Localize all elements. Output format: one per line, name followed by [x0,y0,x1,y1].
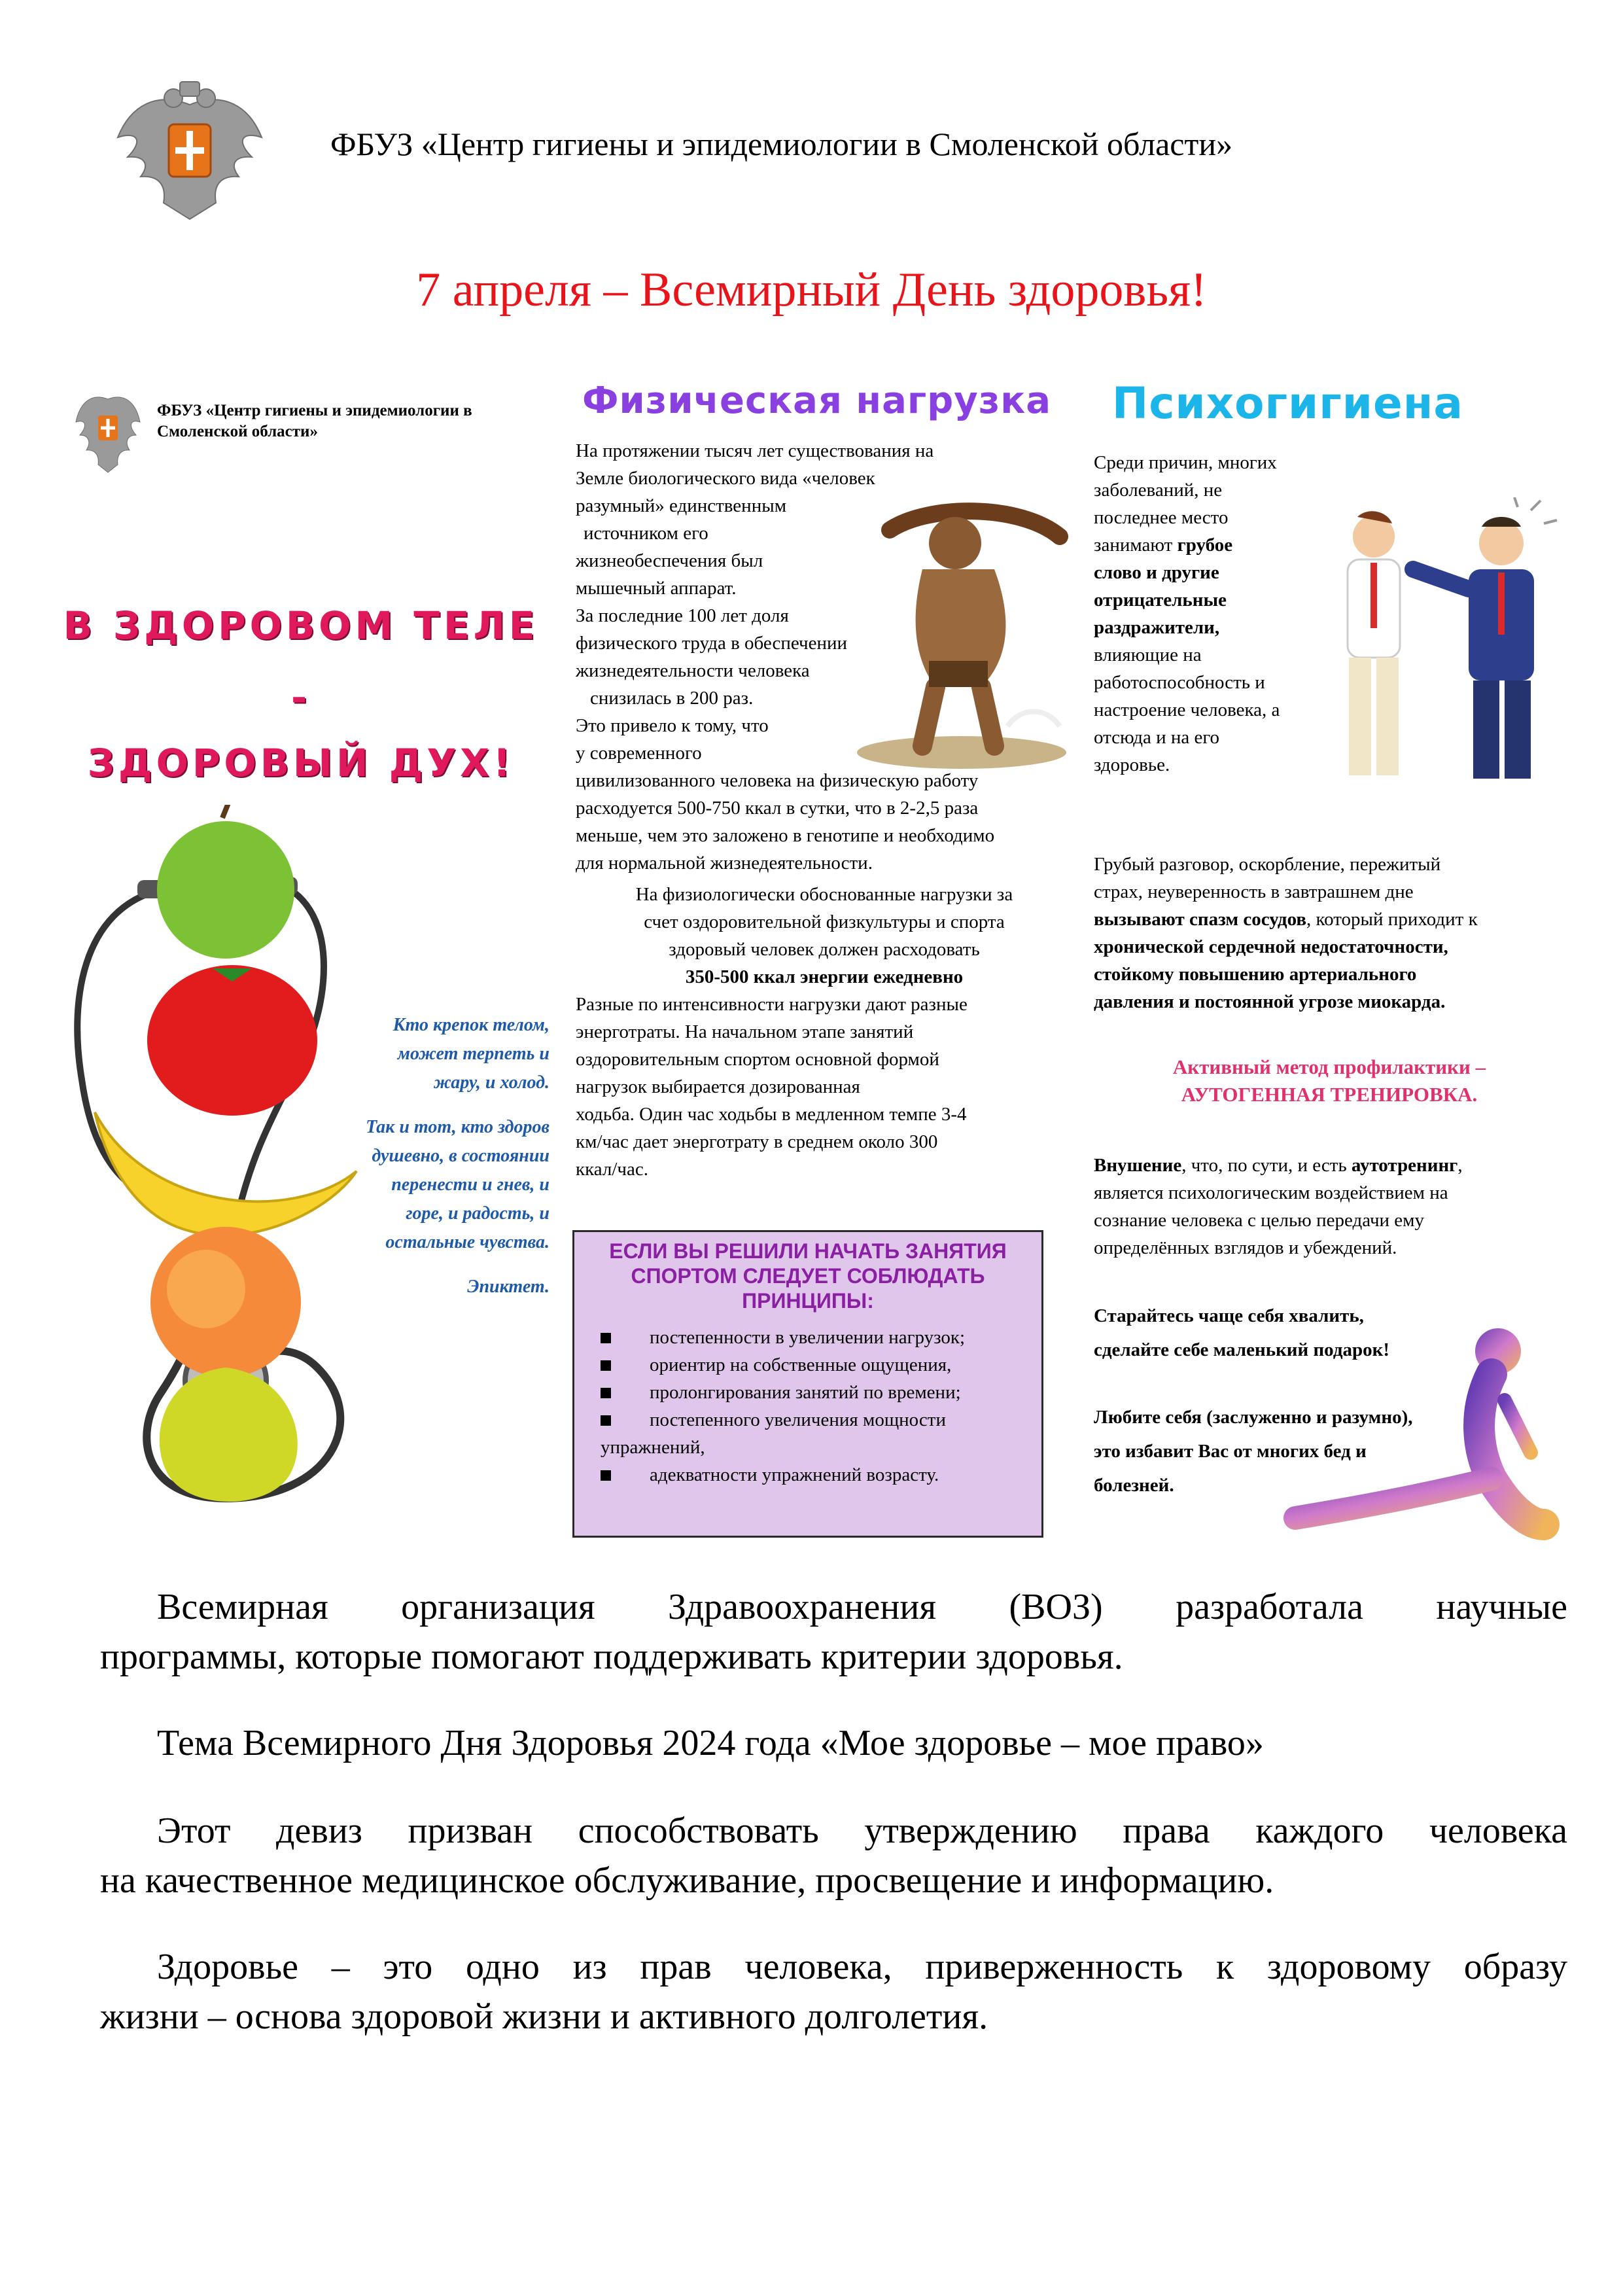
text-line: сознание человека с целью передачи ему [1094,1210,1425,1231]
text-line: км/час дает энерготрату в среднем около 300 [576,1131,938,1152]
slogan-line2: - [290,675,311,720]
text-line: влияющие на [1094,645,1202,665]
text-line [1094,531,1329,559]
yoga-woman-icon [1256,1322,1570,1544]
poster-organization-line2: Смоленской области» [157,423,318,440]
text-line: настроение человека, а [1094,699,1280,720]
body-paragraph-4 [100,1942,1567,2041]
text-line: цивилизованного человека на физическую работу [576,770,979,791]
text-line: физического труда в обеспечении [576,633,848,654]
text-line: Земле биологического вида «человек [576,468,875,489]
text-line: Старайтесь чаще себя хвалить, [1094,1305,1364,1326]
principles-title [574,1239,1041,1313]
text-line: является психологическим воздействием на [1094,1182,1448,1203]
text-line [1094,1152,1565,1179]
quote-author: Эпиктет. [467,1277,550,1297]
principles-box [572,1230,1043,1538]
text-line: слово и другие [1094,562,1219,583]
text-line: это избавит Вас от многих бед и [1094,1441,1367,1462]
text-line: Этот девиз призван способствовать утверждению права каждого человека [157,1810,1567,1851]
text-line: жизнедеятельности человека [576,660,810,681]
bold-span: аутотренинг [1351,1155,1458,1176]
text-line: АУТОГЕННАЯ ТРЕНИРОВКА. [1181,1083,1478,1106]
text-line: работоспособность и [1094,672,1265,693]
bold-span: Внушение [1094,1155,1182,1176]
text-line: меньше, чем это заложено в генотипе и необходимо [576,825,995,846]
text-line: программы, которые помогают поддерживать критерии здоровья. [100,1636,1123,1677]
small-emblem-icon [72,386,144,478]
peach-icon [150,1227,301,1377]
quote-line: может терпеть и [397,1044,550,1064]
arguing-men-icon [1321,497,1563,785]
text-line: Среди причин, многих [1094,452,1277,473]
suggestion-text [1094,1152,1565,1262]
quote-line: Кто крепок телом, [393,1015,550,1035]
body-paragraph-3 [100,1806,1567,1905]
daily-kcal: 350-500 ккал энергии ежедневно [685,966,964,987]
text-line: Это привело к тому, что [576,715,769,736]
text-line: Любите себя (заслуженно и разумно), [1094,1407,1413,1428]
tomato-icon [147,965,317,1116]
text-line [1094,906,1565,933]
bullet-icon [601,1470,611,1481]
list-item [601,1434,1032,1461]
quote-line: жару, и холод. [433,1072,550,1093]
quote-line: перенести и гнев, и [391,1174,550,1195]
text-line: хронической сердечной недостаточности, [1094,936,1448,957]
physical-center-block [576,881,1073,991]
slogan-line1: В ЗДОРОВОМ ТЕЛЕ [63,603,539,648]
page-title: 7 апреля – Всемирный День здоровья! [416,263,1207,317]
text-line: снизилась в 200 раз. [590,688,754,709]
text-line: На протяжении тысяч лет существования на [576,440,934,461]
text-line: жизнеобеспечения был [576,550,763,571]
slogan-line3: ЗДОРОВЫЙ ДУХ! [87,741,515,785]
list-item-text: пролонгирования занятий по времени; [650,1382,961,1403]
quote-line: горе, и радость, и [406,1203,550,1224]
text-line: разумный» единственным [576,495,787,516]
list-item [601,1461,1032,1489]
rospotrebnadzor-emblem-icon [105,79,275,229]
text-span: , который приходит к [1306,909,1478,930]
text-line: За последние 100 лет доля [576,605,789,626]
text-line: расходуется 500-750 ккал в сутки, что в 2-2,5 раза [576,798,979,819]
text-line: давления и постоянной угрозе миокарда. [1094,991,1446,1012]
text-line: стойкому повышению артериального [1094,964,1417,985]
poster-organization-line1: ФБУЗ «Центр гигиены и эпидемиологии в [157,402,472,419]
principles-title-line: СПОРТОМ СЛЕДУЕТ СОБЛЮДАТЬ [631,1264,985,1288]
physical-heading: Физическая нагрузка [582,380,1052,422]
bullet-icon [601,1333,611,1343]
list-item [601,1351,1032,1379]
text-line: сделайте себе маленький подарок! [1094,1339,1390,1360]
list-item-text: адекватности упражнений возрасту. [650,1464,939,1485]
physical-text-wide [576,767,1073,1183]
bullet-icon [601,1415,611,1426]
text-line: ходьба. Один час ходьбы в медленном темпе 3-4 [576,1104,967,1125]
bold-span: вызывают спазм сосудов [1094,909,1307,930]
text-line: заболеваний, не [1094,480,1223,501]
text-line: болезней. [1094,1475,1174,1496]
list-item-text: постепенности в увеличении нагрузок; [650,1327,966,1348]
list-item [601,1406,1032,1434]
active-method [1094,1053,1565,1108]
header-organization: ФБУЗ «Центр гигиены и эпидемиологии в Смоленской области» [330,126,1233,162]
apple-icon [157,805,294,959]
text-line: энерготраты. На начальном этапе занятий [576,1021,914,1042]
poster-organization [157,400,576,442]
text-line: Разные по интенсивности нагрузки дают разные [576,994,968,1015]
body-paragraph-1 [100,1582,1567,1682]
text-line: Здоровье – это одно из прав человека, приверженность к здоровому образу [157,1947,1567,1987]
quote-line: душевно, в состоянии [372,1146,550,1166]
text-line: счет оздоровительной физкультуры и спорта [644,911,1005,932]
text-line: на качественное медицинское обслуживание, просвещение и информацию. [100,1860,1274,1901]
text-span: занимают [1094,535,1173,556]
text-line: Грубый разговор, оскорбление, пережитый [1094,854,1441,875]
list-item-text: упражнений, [601,1437,705,1458]
text-span: , что, по сути, и есть [1181,1155,1347,1176]
psycho-text [1094,449,1329,779]
text-line: раздражители, [1094,617,1220,638]
text-line: жизни – основа здоровой жизни и активного долголетия. [100,1996,988,2037]
text-line: последнее место [1094,507,1229,528]
bullet-icon [601,1360,611,1371]
pear-icon [160,1368,298,1502]
list-item-text: постепенного увеличения мощности [650,1409,946,1430]
text-line: отсюда и на его [1094,727,1220,748]
text-line: Всемирная организация Здравоохранения (ВОЗ) разработала научные [157,1587,1567,1627]
text-line: здоровье. [1094,754,1170,775]
text-line: мышечный аппарат. [576,578,737,599]
text-line: для нормальной жизнедеятельности. [576,853,873,874]
bold-span: грубое [1177,535,1233,556]
text-line: оздоровительным спортом основной формой [576,1049,939,1070]
text-line: здоровый человек должен расходовать [669,939,980,960]
text-line: у современного [576,743,702,764]
psycho-heading: Психогигиена [1112,378,1463,429]
banana-icon [95,1112,357,1235]
text-line: определённых взглядов и убеждений. [1094,1237,1397,1258]
text-line: источником его [584,523,708,544]
quote-line: Так и тот, кто здоров [366,1117,550,1137]
text-line: Активный метод профилактики – [1172,1055,1486,1078]
principles-list [601,1324,1032,1489]
text-line: страх, неуверенность в завтрашнем дне [1094,881,1414,902]
text-line: ккал/час. [576,1159,648,1180]
text-line: нагрузок выбирается дозированная [576,1076,860,1097]
psycho-para2 [1094,851,1565,1016]
text-line: отрицательные [1094,590,1227,610]
list-item-text: ориентир на собственные ощущения, [650,1354,952,1375]
principles-title-line: ЕСЛИ ВЫ РЕШИЛИ НАЧАТЬ ЗАНЯТИЯ [609,1239,1007,1263]
list-item [601,1324,1032,1351]
principles-title-line: ПРИНЦИПЫ: [742,1289,874,1313]
body-paragraph-2: Тема Всемирного Дня Здоровья 2024 года «Мое здоровье – мое право» [157,1723,1264,1763]
text-line: На физиологически обоснованные нагрузки за [635,884,1013,905]
text-span: , [1457,1155,1463,1176]
epictetus-quote [327,1011,550,1301]
quote-line: остальные чувства. [385,1232,550,1252]
bullet-icon [601,1388,611,1398]
list-item [601,1379,1032,1406]
caveman-icon [850,491,1073,772]
